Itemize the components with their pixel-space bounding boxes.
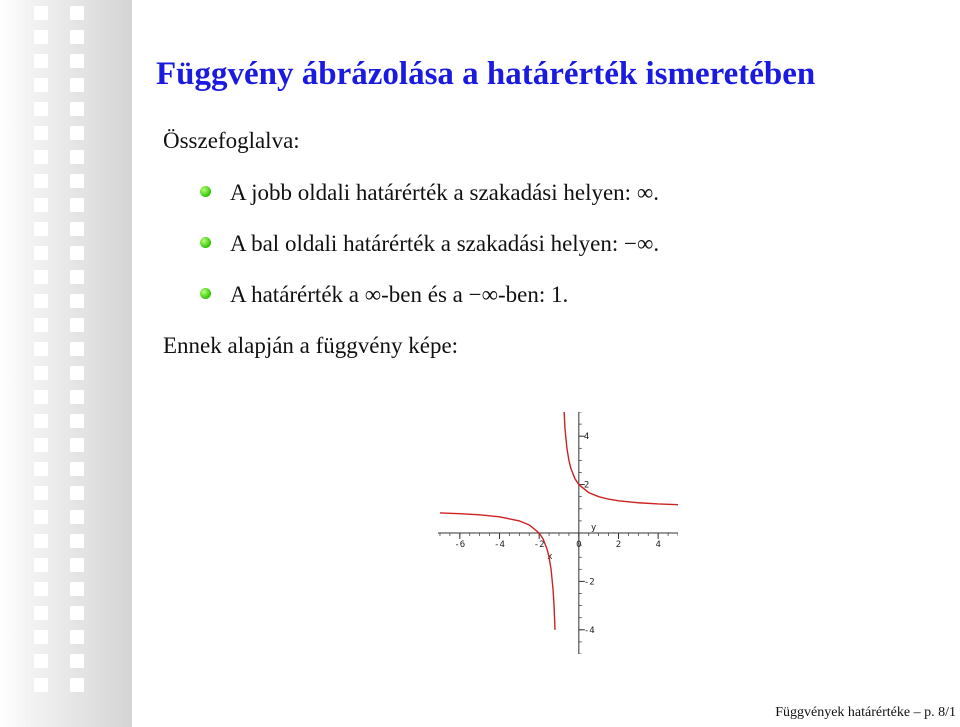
sidebar-square	[70, 30, 84, 44]
sidebar-square	[70, 78, 84, 92]
sidebar-square	[34, 294, 48, 308]
sidebar-square	[70, 246, 84, 260]
bullet-marker	[200, 186, 211, 197]
y-tick-label: 2	[583, 480, 590, 491]
sidebar-square	[34, 174, 48, 188]
sidebar-square	[34, 366, 48, 380]
sidebar-square	[70, 174, 84, 188]
x-tick-label: -6	[454, 540, 466, 550]
sidebar-square	[34, 534, 48, 548]
sidebar-squares-column	[70, 6, 84, 702]
sidebar-square	[70, 54, 84, 68]
sidebar-square	[70, 270, 84, 284]
sidebar-square	[70, 486, 84, 500]
sidebar-square	[70, 534, 84, 548]
sidebar-square	[34, 126, 48, 140]
sidebar-square	[34, 606, 48, 620]
sidebar-square	[34, 414, 48, 428]
sidebar-square	[70, 438, 84, 452]
sidebar-square	[34, 510, 48, 524]
sidebar-decoration	[0, 0, 132, 727]
conclusion-text: Ennek alapján a függvény képe:	[163, 333, 459, 358]
sidebar-square	[70, 630, 84, 644]
sidebar-square	[70, 294, 84, 308]
x-tick-label: 2	[615, 540, 622, 550]
sidebar-square	[70, 222, 84, 236]
bullet-marker	[200, 288, 211, 299]
curve-branch-right	[563, 412, 678, 505]
curve-branch-left	[440, 513, 555, 630]
bullet-item-right-limit: A jobb oldali határérték a szakadási helyen: ∞.	[230, 180, 659, 205]
x-tick-label: 0	[576, 540, 582, 550]
sidebar-square	[34, 54, 48, 68]
sidebar-square	[70, 102, 84, 116]
sidebar-square	[34, 630, 48, 644]
sidebar-square	[34, 438, 48, 452]
bullet-marker	[200, 237, 211, 248]
sidebar-square	[70, 558, 84, 572]
y-axis-label: y	[590, 523, 597, 533]
sidebar-square	[70, 318, 84, 332]
sidebar-square	[34, 390, 48, 404]
sidebar-square	[70, 366, 84, 380]
y-tick-label: -4	[583, 625, 595, 636]
sidebar-square	[70, 606, 84, 620]
sidebar-square	[70, 198, 84, 212]
sidebar-square	[34, 30, 48, 44]
sidebar-square	[34, 678, 48, 692]
function-graph	[438, 412, 678, 654]
footer-page-info: Függvények határértéke – p. 8/1	[775, 705, 956, 720]
sidebar-square	[34, 654, 48, 668]
sidebar-square	[34, 6, 48, 20]
x-tick-label: 4	[655, 540, 661, 550]
sidebar-square	[34, 102, 48, 116]
sidebar-square	[70, 510, 84, 524]
sidebar-square	[70, 390, 84, 404]
sidebar-square	[34, 150, 48, 164]
x-axis-label: x	[547, 552, 553, 562]
y-tick-label: 4	[583, 432, 590, 443]
sidebar-square	[70, 342, 84, 356]
sidebar-square	[34, 582, 48, 596]
summary-label: Összefoglalva:	[163, 128, 300, 153]
x-tick-label: -4	[494, 540, 505, 550]
sidebar-square	[34, 342, 48, 356]
sidebar-square	[34, 462, 48, 476]
sidebar-square	[70, 414, 84, 428]
sidebar-square	[34, 486, 48, 500]
sidebar-square	[34, 318, 48, 332]
slide-title: Függvény ábrázolása a határérték ismeretében	[156, 56, 816, 92]
sidebar-squares-column	[34, 6, 48, 702]
sidebar-square	[70, 462, 84, 476]
sidebar-square	[70, 126, 84, 140]
sidebar-square	[70, 654, 84, 668]
sidebar-square	[34, 198, 48, 212]
sidebar-square	[70, 6, 84, 20]
sidebar-square	[34, 246, 48, 260]
sidebar-square	[34, 222, 48, 236]
sidebar-square	[34, 78, 48, 92]
sidebar-square	[70, 582, 84, 596]
y-tick-label: -2	[583, 577, 595, 588]
bullet-item-infinity-limit: A határérték a ∞-ben és a −∞-ben: 1.	[230, 282, 569, 307]
x-tick-label: -2	[533, 540, 545, 550]
sidebar-square	[70, 678, 84, 692]
bullet-item-left-limit: A bal oldali határérték a szakadási helyen: −∞.	[230, 231, 660, 256]
sidebar-square	[34, 270, 48, 284]
sidebar-square	[70, 150, 84, 164]
sidebar-square	[34, 558, 48, 572]
